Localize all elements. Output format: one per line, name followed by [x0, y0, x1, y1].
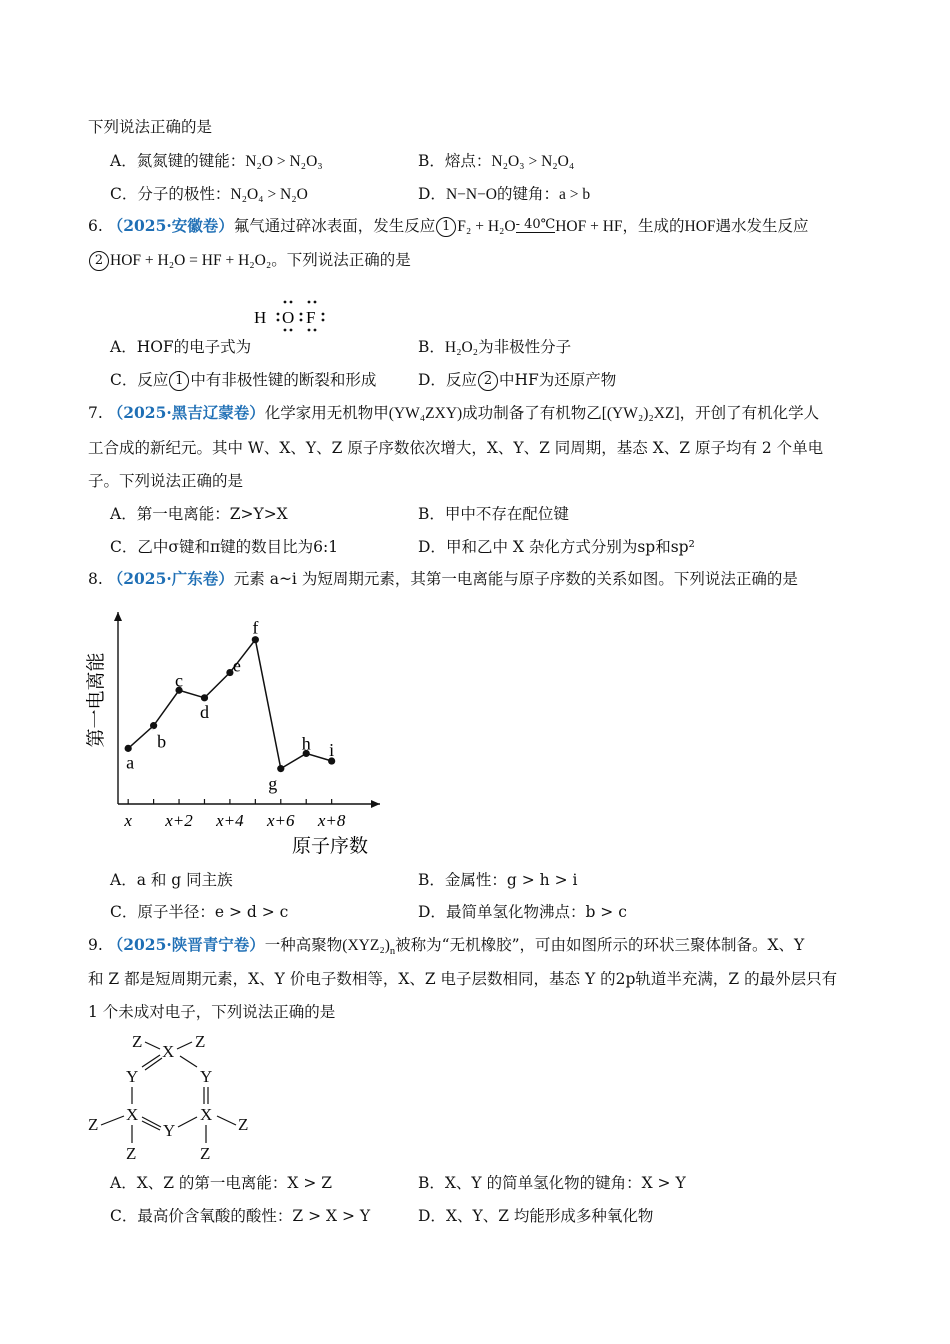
option-label: D．: [418, 371, 446, 389]
option-text: X、Y 的简单氢化物的键角：X > Y: [444, 1174, 686, 1192]
data-point-g: [277, 765, 284, 772]
q8-text: 元素 a~i 为短周期元素，其第一电离能与原子序数的关系如图。下列说法正确的是: [233, 570, 798, 588]
ring-atom-z-top-left: Z: [132, 1032, 143, 1051]
q8-option-d: [418, 901, 627, 923]
option-label: B．: [418, 871, 445, 889]
polymer-formula-subscript: n: [389, 946, 396, 958]
option-text: 甲中不存在配位键: [444, 505, 569, 523]
option-label: A．: [110, 1174, 137, 1192]
circled-number-1: 1: [436, 217, 456, 237]
q7-option-c: [110, 536, 338, 558]
option-text: 金属性：g > h > i: [444, 871, 578, 889]
option-label: D．: [418, 903, 446, 921]
ring-atom-x-left: X: [126, 1105, 139, 1124]
point-label-g: g: [268, 773, 278, 794]
circled-number-1: 1: [169, 371, 189, 391]
q5-option-a: [110, 150, 323, 173]
q7-option-a: [110, 503, 288, 525]
y-axis-label: 第一电离能: [85, 652, 107, 748]
option-label: A．: [110, 871, 137, 889]
option-text: X、Z 的第一电离能：X > Z: [136, 1174, 333, 1192]
option-text-a: 反应: [445, 371, 477, 389]
ring-atom-z-bottom-right: Z: [200, 1144, 211, 1163]
ring-atom-z-left: Z: [88, 1115, 99, 1134]
x-tick-label: x+6: [267, 811, 295, 830]
option-text: 最简单氢化物沸点：b > c: [445, 903, 627, 921]
option-label: C．: [110, 538, 138, 556]
ring-atom-y-bottom: Y: [163, 1121, 176, 1140]
q5-option-d: [418, 183, 590, 206]
q9-option-c: [110, 1205, 370, 1227]
ring-atom-z-bottom-left: Z: [126, 1144, 137, 1163]
option-label: B．: [418, 338, 445, 356]
point-label-h: h: [301, 733, 311, 754]
option-text: H₂O₂为非极性分子: [444, 339, 572, 356]
option-text-b: 中有非极性键的断裂和形成: [190, 371, 377, 389]
q5-option-b: [418, 150, 574, 173]
point-label-a: a: [126, 752, 135, 773]
data-point-a: [125, 745, 132, 752]
q9-text-a: 一种高聚物: [264, 936, 343, 954]
point-label-d: d: [199, 701, 209, 722]
question-number: 7.: [88, 404, 103, 422]
x-axis-label: 原子序数: [291, 835, 369, 857]
option-label: C．: [110, 1207, 138, 1225]
q7-text: 化学家用无机物甲(YW₄ZXY)成功制备了有机物乙[(YW₂)₂XZ]，开创了有机化学人: [264, 405, 820, 422]
q6-option-d: [418, 369, 616, 391]
q9-line1: [88, 934, 804, 963]
option-label: B．: [418, 152, 445, 170]
q9-text-b: 被称为“无机橡胶”，可由如图所示的环状三聚体制备。X、Y: [395, 936, 805, 954]
option-label: B．: [418, 505, 445, 523]
hof-lewis-structure: [248, 296, 332, 336]
q9-line2: 和 Z 都是短周期元素，X、Y 价电子数相等，X、Z 电子层数相同，基态 Y 的2p轨道半充满，Z 的最外层只有: [88, 970, 838, 988]
ring-atom-x-top: X: [162, 1042, 175, 1061]
option-text: X、Y、Z 均能形成多种氧化物: [445, 1207, 654, 1225]
question-source: （2025·陕晋青宁卷）: [107, 935, 265, 954]
point-label-c: c: [175, 670, 184, 691]
ring-atom-y-left: Y: [126, 1067, 139, 1086]
q7-line3: 子。下列说法正确的是: [88, 472, 244, 490]
intro-text: 下列说法正确的是: [88, 118, 213, 136]
q8-option-b: [418, 869, 577, 891]
lewis-atom-h: H: [254, 308, 267, 327]
option-text: 甲和乙中 X 杂化方式分别为sp和sp²: [445, 538, 695, 556]
polymer-formula: (XYZ₂): [342, 937, 390, 954]
lewis-atom-o: O: [282, 308, 295, 327]
ionization-energy-chart: [80, 600, 400, 862]
cyclic-trimer-structure: [84, 1030, 260, 1165]
q6-option-a: [110, 336, 251, 358]
option-text: 第一电离能：Z>Y>X: [136, 505, 288, 523]
y-axis-arrow: [114, 612, 122, 621]
option-text: HOF的电子式为: [136, 338, 252, 356]
reaction-condition: - 40℃: [515, 217, 556, 232]
x-tick-label: x+8: [317, 811, 346, 830]
x-tick-label: x+4: [216, 811, 244, 830]
question-source: （2025·广东卷）: [107, 569, 234, 588]
q6-option-b: [418, 336, 571, 359]
question-number: 8.: [88, 570, 103, 588]
option-label: D．: [418, 185, 446, 203]
q6-option-c: [110, 369, 376, 391]
q9-line3: 1 个未成对电子，下列说法正确的是: [88, 1003, 336, 1021]
option-label: B．: [418, 1174, 445, 1192]
q8-option-c: [110, 901, 288, 923]
option-text: a 和 g 同主族: [136, 871, 233, 889]
point-label-f: f: [252, 617, 259, 638]
q7-line1: [88, 402, 819, 425]
question-source: （2025·安徽卷）: [107, 216, 234, 235]
option-text-a: 反应: [137, 371, 169, 389]
circled-number-2: 2: [478, 371, 498, 391]
option-label: D．: [418, 538, 446, 556]
q9-option-d: [418, 1205, 653, 1227]
q6-text-a: 氟气通过碎冰表面，发生反应: [233, 217, 436, 235]
option-label: A．: [110, 338, 137, 356]
point-label-e: e: [232, 655, 241, 676]
q7-option-d: [418, 536, 695, 558]
q9-option-a: [110, 1172, 332, 1194]
ring-atom-y-right: Y: [200, 1067, 213, 1086]
x-tick-label: x+2: [165, 811, 193, 830]
option-label: C．: [110, 903, 138, 921]
option-label: D．: [418, 1207, 446, 1225]
option-text: 分子的极性：N₂O₄ > N₂O: [137, 186, 308, 203]
x-axis-arrow: [371, 800, 380, 808]
option-text: 乙中σ键和π键的数目比为6:1: [137, 538, 339, 556]
watermark: ·: [147, 719, 158, 740]
q9-option-b: [418, 1172, 686, 1194]
option-text: N−N−O的键角：a > b: [445, 186, 591, 203]
q6-line1: [88, 215, 809, 238]
ring-atom-x-right: X: [200, 1105, 213, 1124]
option-label: C．: [110, 185, 138, 203]
option-label: C．: [110, 371, 138, 389]
q8-option-a: [110, 869, 233, 891]
ring-atom-z-right: Z: [238, 1115, 249, 1134]
point-label-i: i: [329, 740, 335, 761]
q6-text-c: HOF + H₂O = HF + H₂O₂。下列说法正确的是: [110, 252, 411, 269]
q6-text-b: HOF + HF，生成的HOF遇水发生反应: [555, 218, 809, 235]
q5-option-c: [110, 183, 308, 206]
option-label: A．: [110, 152, 137, 170]
q6-line2: [88, 249, 411, 272]
question-source: （2025·黑吉辽蒙卷）: [107, 403, 265, 422]
q7-line2: 工合成的新纪元。其中 W、X、Y、Z 原子序数依次增大，X、Y、Z 同周期，基态 X、Z 原子均有 2 个单电: [88, 439, 824, 457]
option-label: A．: [110, 505, 137, 523]
option-text: 原子半径：e > d > c: [137, 903, 289, 921]
data-point-d: [201, 694, 208, 701]
option-text-b: 中HF为还原产物: [498, 371, 617, 389]
x-tick-label: x: [124, 811, 132, 830]
ring-atom-z-top-right: Z: [195, 1032, 206, 1051]
question-number: 6.: [88, 217, 103, 235]
option-text: 熔点：N₂O₃ > N₂O₄: [444, 153, 575, 170]
reaction1: F₂ + H₂O: [457, 218, 516, 235]
point-label-b: b: [157, 731, 167, 752]
option-text: 最高价含氧酸的酸性：Z > X > Y: [137, 1207, 371, 1225]
option-text: 氮氮键的键能：N₂O > N₂O₃: [136, 153, 323, 170]
circled-number-2: 2: [89, 251, 109, 271]
lewis-atom-f: F: [306, 308, 316, 327]
question-number: 9.: [88, 936, 103, 954]
q7-option-b: [418, 503, 569, 525]
q8-line1: [88, 568, 798, 590]
